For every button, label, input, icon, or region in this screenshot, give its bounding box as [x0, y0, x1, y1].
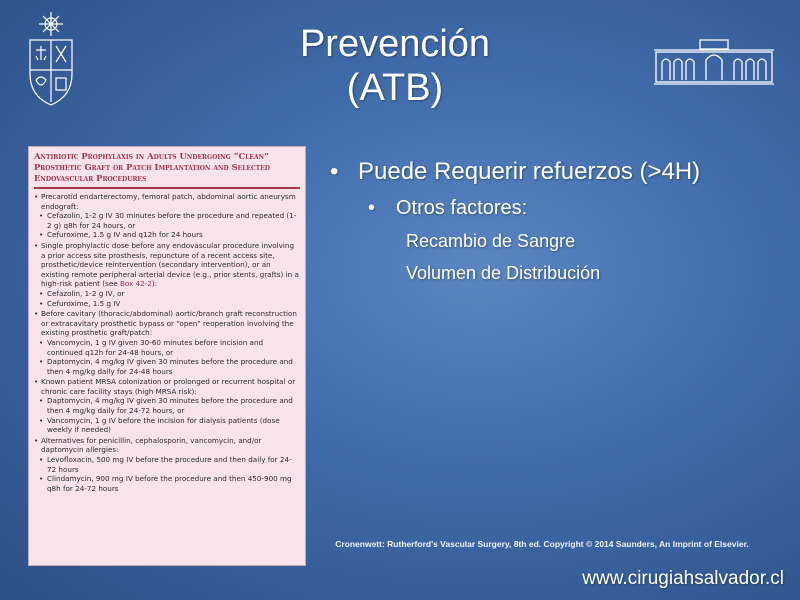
box-reference-link[interactable]: Box 42-2 — [119, 279, 152, 289]
table-subitem: • Vancomycin, 1 g IV given 30-60 minutes before incision and continued q12h for 24-48 hours, or — [34, 338, 300, 357]
table-item-list — [34, 192, 300, 493]
table-item-2 — [34, 241, 300, 289]
website-url[interactable]: www.cirugiahsalvador.cl — [582, 568, 784, 589]
slide-title-line-1: Prevención — [299, 23, 491, 65]
table-item-2-text: Single prophylactic dose before any endovascular procedure involving a prior access site prosthesis, repuncture of a recent access site, prosthetic/device reintervention (secondary intervention), or an existing remote peripheral arterial device (e.g., prior stents, grafts) in a high-risk patient (see — [41, 240, 299, 289]
table-subitem: • Levofloxacin, 500 mg IV before the procedure and then daily for 24-72 hours — [34, 455, 300, 474]
table-item-4: • Known patient MRSA colonization or prolonged or recurrent hospital or chronic care facility stays (high MRSA risk): — [34, 377, 300, 396]
table-item-5: • Alternatives for penicillin, cephalosporin, vancomycin, and/or daptomycin allergies: — [34, 436, 300, 455]
table-item-2-text-after: ): — [151, 279, 158, 289]
table-title: Antibiotic Prophylaxis in Adults Undergoing “Clean” Prosthetic Graft or Patch Implantation and Selected Endovascular Procedures — [34, 151, 300, 189]
table-subitem: • Cefuroxime, 1.5 g IV — [34, 299, 300, 309]
slide-title — [250, 22, 540, 110]
bullet-sub: • Otros factores: — [328, 194, 768, 222]
slide-title-line-2: (ATB) — [346, 67, 444, 109]
antibiotic-prophylaxis-table — [28, 146, 306, 566]
table-subitem: • Clindamycin, 900 mg IV before the procedure and then 450-900 mg q8h for 24-72 hours — [34, 474, 300, 493]
bullet-main: • Puede Requerir refuerzos (>4H) — [328, 156, 768, 188]
table-item-3: • Before cavitary (thoracic/abdominal) aortic/branch graft reconstruction or extracavitary prosthetic bypass or “open” reoperation involving the existing prosthetic graft/patch: — [34, 309, 300, 338]
bullet-sub-item: Volumen de Distribución — [406, 263, 601, 283]
source-citation: Cronenwett: Rutherford's Vascular Surgery, 8th ed. Copyright © 2014 Saunders, An Imprint of Elsevier. — [335, 539, 749, 549]
table-subitem: • Vancomycin, 1 g IV before the incision for dialysis patients (dose weekly if needed) — [34, 416, 300, 435]
bullet-sub-item: Recambio de Sangre — [406, 231, 576, 251]
table-subitem: • Cefazolin, 1-2 g IV, or — [34, 289, 300, 299]
table-subitem: • Daptomycin, 4 mg/kg IV given 30 minutes before the procedure and then 4 mg/kg daily for 24-72 hours, or — [34, 396, 300, 415]
table-item-1: • Precarotid endarterectomy, femoral patch, abdominal aortic aneurysm endograft: — [34, 192, 300, 211]
hospital-building-logo — [652, 38, 776, 86]
table-subitem: • Cefazolin, 1-2 g IV 30 minutes before the procedure and repeated (1-2 g) q8h for 24 hours, or — [34, 211, 300, 230]
university-crest-logo — [26, 10, 76, 108]
table-subitem: • Cefuroxime, 1.5 g IV and q12h for 24 hours — [34, 230, 300, 240]
table-subitem: • Daptomycin, 4 mg/kg IV given 30 minutes before the procedure and then 4 mg/kg daily for 24-48 hours — [34, 357, 300, 376]
slide-bullet-list — [328, 156, 768, 286]
